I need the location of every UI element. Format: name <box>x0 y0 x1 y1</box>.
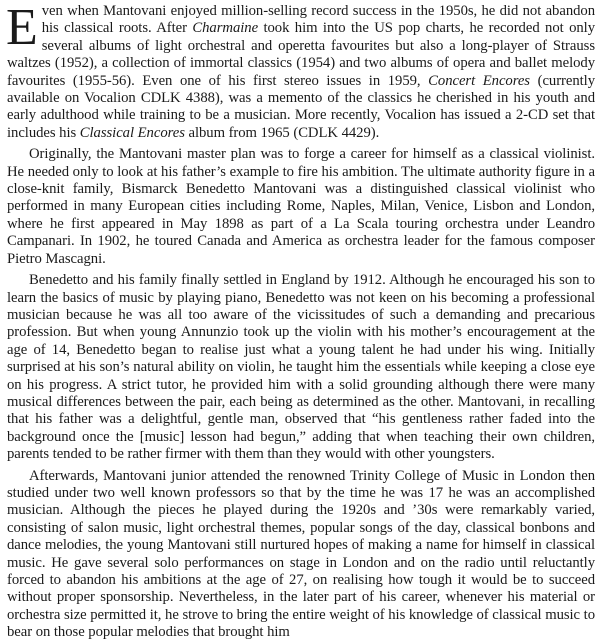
paragraph-text: (currently available on Vocalion CDLK 4388), was a memento of the classics he cherished in his youth and early adulthood while training to be a musician. More recently, Vocalion has issued a 2-CD set that includes his <box>7 72 596 141</box>
paragraph-text: album from 1965 (CDLK 4429). <box>184 124 380 141</box>
album-title-charmaine: Charmaine <box>192 20 259 37</box>
paragraph-2 <box>7 146 595 268</box>
paragraph-4 <box>7 468 595 642</box>
paragraph-text: ven when Mantovani enjoyed million-selling record success in the 1950s, he did not abandon his classical roots. After <box>41 3 595 37</box>
paragraph-3 <box>7 272 595 463</box>
paragraph-text: Benedetto and his family finally settled in England by 1912. Although he encouraged his son to learn the basics of music by playing piano, Benedetto was not keen on his becoming a professional musician because he was all too aware of the vicissitudes of such a demanding and precarious profession. But when young Annunzio took up the violin with his mother’s encouragement at the age of 14, Benedetto began to realise just what a young talent he had under his wing. Initially surprised at his son’s natural ability on violin, he taught him the essentials while keeping a close eye on his progress. A strict tutor, he provided him with a solid grounding although there were many musical differences between the pair, each being as determined as the other. Mantovani, in recalling that his father was a delightful, gentle man, observed that “his gentleness rather faded into the background once the [music] lesson had begun,” adding that when teaching their own children, parents tended to be rather firmer with them than they would with other youngsters. <box>7 272 595 463</box>
album-title-concert-encores: Concert Encores <box>428 72 530 89</box>
drop-cap-letter: E <box>6 0 38 56</box>
album-title-classical-encores: Classical Encores <box>79 124 185 141</box>
paragraph-text: took him into the US pop charts, he recorded not only several albums of light orchestral and operetta favourites but also a long-player of Strauss waltzes (1952), a collection of immortal classics (1954) and two albums of opera and ballet melody favourites (1955-56). Even one of his first stereo issues in 1959, <box>7 20 595 89</box>
paragraph-text: Afterwards, Mantovani junior attended the renowned Trinity College of Music in London then studied under two well known professors so that by the time he was 17 he was an accomplished musician. Although the pieces he played during the 1920s and ’30s were remarkably varied, consisting of salon music, light orchestral themes, popular songs of the day, classical bonbons and dance melodies, the young Mantovani still nurtured hopes of making a name for himself in classical music. He gave several solo performances on stage in London and on the radio until reluctantly forced to abandon his ambitions at the age of 27, on realising how tough it would be to succeed without proper sponsorship. Nevertheless, in the later part of his career, whenever his material or orchestra size permitted it, he strove to bring the entire weight of his knowledge of classical music to bear on those popular melodies that brought him <box>7 467 595 641</box>
paragraph-text: Originally, the Mantovani master plan was to forge a career for himself as a classical violinist. He needed only to look at his father’s example to fire his ambition. The ultimate authority figure in a close-knit family, Bismarck Benedetto Mantovani was a distinguished classical violinist who performed in many European cities including Rome, Naples, Milan, Venice, Lisbon and London, where he first appeared in May 1898 as part of a La Scala touring orchestra under Leandro Campanari. In 1902, he toured Canada and America as orchestra leader for the famous composer Pietro Mascagni. <box>7 146 595 267</box>
paragraph-1 <box>6 0 596 142</box>
